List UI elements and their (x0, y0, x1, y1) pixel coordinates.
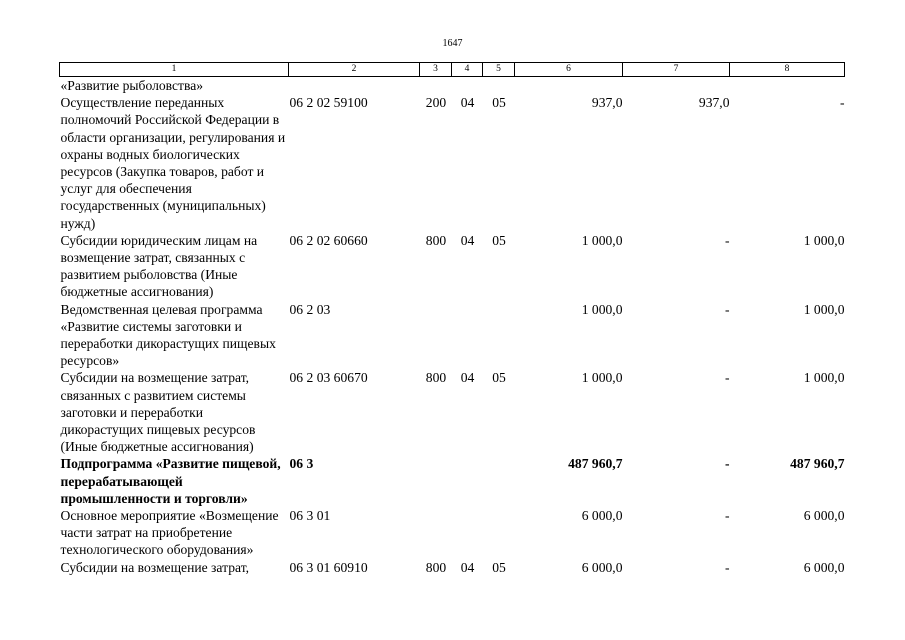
amount-federal: - (724, 301, 730, 317)
column-number: 3 (420, 63, 452, 77)
subsection-code: 05 (492, 232, 506, 248)
section-code (452, 301, 483, 370)
subsection-code: 05 (492, 559, 506, 575)
table-row (60, 369, 845, 455)
amount-total: 6 000,0 (581, 508, 623, 524)
subsection-code (483, 77, 515, 95)
amount-other: 1 000,0 (803, 232, 845, 248)
table-row (60, 559, 845, 576)
table-header (60, 63, 845, 77)
column-number: 1 (60, 63, 289, 77)
amount-total: 487 960,7 (568, 456, 623, 472)
section-code: 04 (460, 232, 475, 248)
column-number-row (60, 63, 845, 77)
amount-federal: - (724, 559, 730, 575)
amount-other: 487 960,7 (790, 456, 845, 472)
expense-type-code: 200 (425, 95, 447, 111)
section-code: 04 (460, 370, 475, 386)
section-code (452, 455, 483, 507)
amount-other: - (839, 95, 845, 111)
expense-type-code (420, 301, 452, 370)
amount-total: 1 000,0 (581, 370, 623, 386)
amount-federal: - (724, 508, 730, 524)
amount-other: 1 000,0 (803, 370, 845, 386)
section-code (452, 77, 483, 95)
target-article-code: 06 3 01 60910 (289, 559, 368, 575)
column-number: 7 (623, 63, 730, 77)
expense-type-code (420, 77, 452, 95)
amount-total: 6 000,0 (581, 559, 623, 575)
item-name: Субсидии юридическим лицам на возмещение затрат, связанных с развитием рыболовства (Иные бюджетные ассигнования) (60, 232, 258, 300)
table-row (60, 77, 845, 95)
amount-total: 1 000,0 (581, 232, 623, 248)
amount-federal: 937,0 (698, 95, 730, 111)
item-name: Основное мероприятие «Возмещение части затрат на приобретение технологического оборудования» (60, 508, 279, 558)
amount-federal: - (724, 456, 730, 472)
amount-federal: - (724, 370, 730, 386)
column-number: 2 (289, 63, 420, 77)
subsection-code (483, 301, 515, 370)
table-row (60, 455, 845, 507)
expense-type-code: 800 (425, 232, 447, 248)
subsection-code: 05 (492, 95, 506, 111)
expense-type-code: 800 (425, 370, 447, 386)
item-name: Ведомственная целевая программа «Развитие системы заготовки и переработки дикорастущих пищевых ресурсов» (60, 301, 276, 369)
amount-other (730, 77, 845, 95)
target-article-code: 06 2 02 60660 (289, 232, 368, 248)
amount-federal (623, 77, 730, 95)
target-article-code: 06 2 02 59100 (289, 95, 368, 111)
column-number: 4 (452, 63, 483, 77)
page-number: 1647 (442, 38, 463, 49)
subsection-code (483, 507, 515, 559)
item-name: Субсидии на возмещение затрат, связанных с развитием системы заготовки и переработки дикорастущих пищевых ресурсов (Иные бюджетные ассигнования) (60, 370, 256, 455)
table-row (60, 507, 845, 559)
subsection-code: 05 (492, 370, 506, 386)
target-article-code: 06 2 03 60670 (289, 370, 368, 386)
budget-table (59, 62, 845, 576)
subsection-code (483, 455, 515, 507)
expense-type-code (420, 455, 452, 507)
table-row (60, 232, 845, 301)
item-name: «Развитие рыболовства» (60, 78, 204, 93)
item-name: Подпрограмма «Развитие пищевой, перерабатывающей промышленности и торговли» (60, 456, 281, 506)
amount-total: 1 000,0 (581, 301, 623, 317)
target-article-code (289, 77, 420, 95)
item-name: Субсидии на возмещение затрат, (60, 559, 250, 575)
target-article-code: 06 3 (289, 456, 314, 472)
section-code: 04 (460, 95, 475, 111)
target-article-code: 06 3 01 (289, 508, 331, 524)
column-number: 6 (515, 63, 623, 77)
section-code: 04 (460, 559, 475, 575)
column-number: 5 (483, 63, 515, 77)
item-name: Осуществление переданных полномочий Российской Федерации в области организации, регулирования и охраны водных биологических ресурсов (Закупка товаров, работ и услуг для обеспечения государственных (муниципальных) нужд) (60, 95, 286, 231)
amount-other: 6 000,0 (803, 508, 845, 524)
amount-total (515, 77, 623, 95)
section-code (452, 507, 483, 559)
target-article-code: 06 2 03 (289, 301, 331, 317)
table-row (60, 94, 845, 232)
expense-type-code: 800 (425, 559, 447, 575)
amount-federal: - (724, 232, 730, 248)
column-number: 8 (730, 63, 845, 77)
amount-other: 6 000,0 (803, 559, 845, 575)
table-row (60, 301, 845, 370)
table-body (60, 77, 845, 576)
expense-type-code (420, 507, 452, 559)
amount-other: 1 000,0 (803, 301, 845, 317)
amount-total: 937,0 (591, 95, 623, 111)
